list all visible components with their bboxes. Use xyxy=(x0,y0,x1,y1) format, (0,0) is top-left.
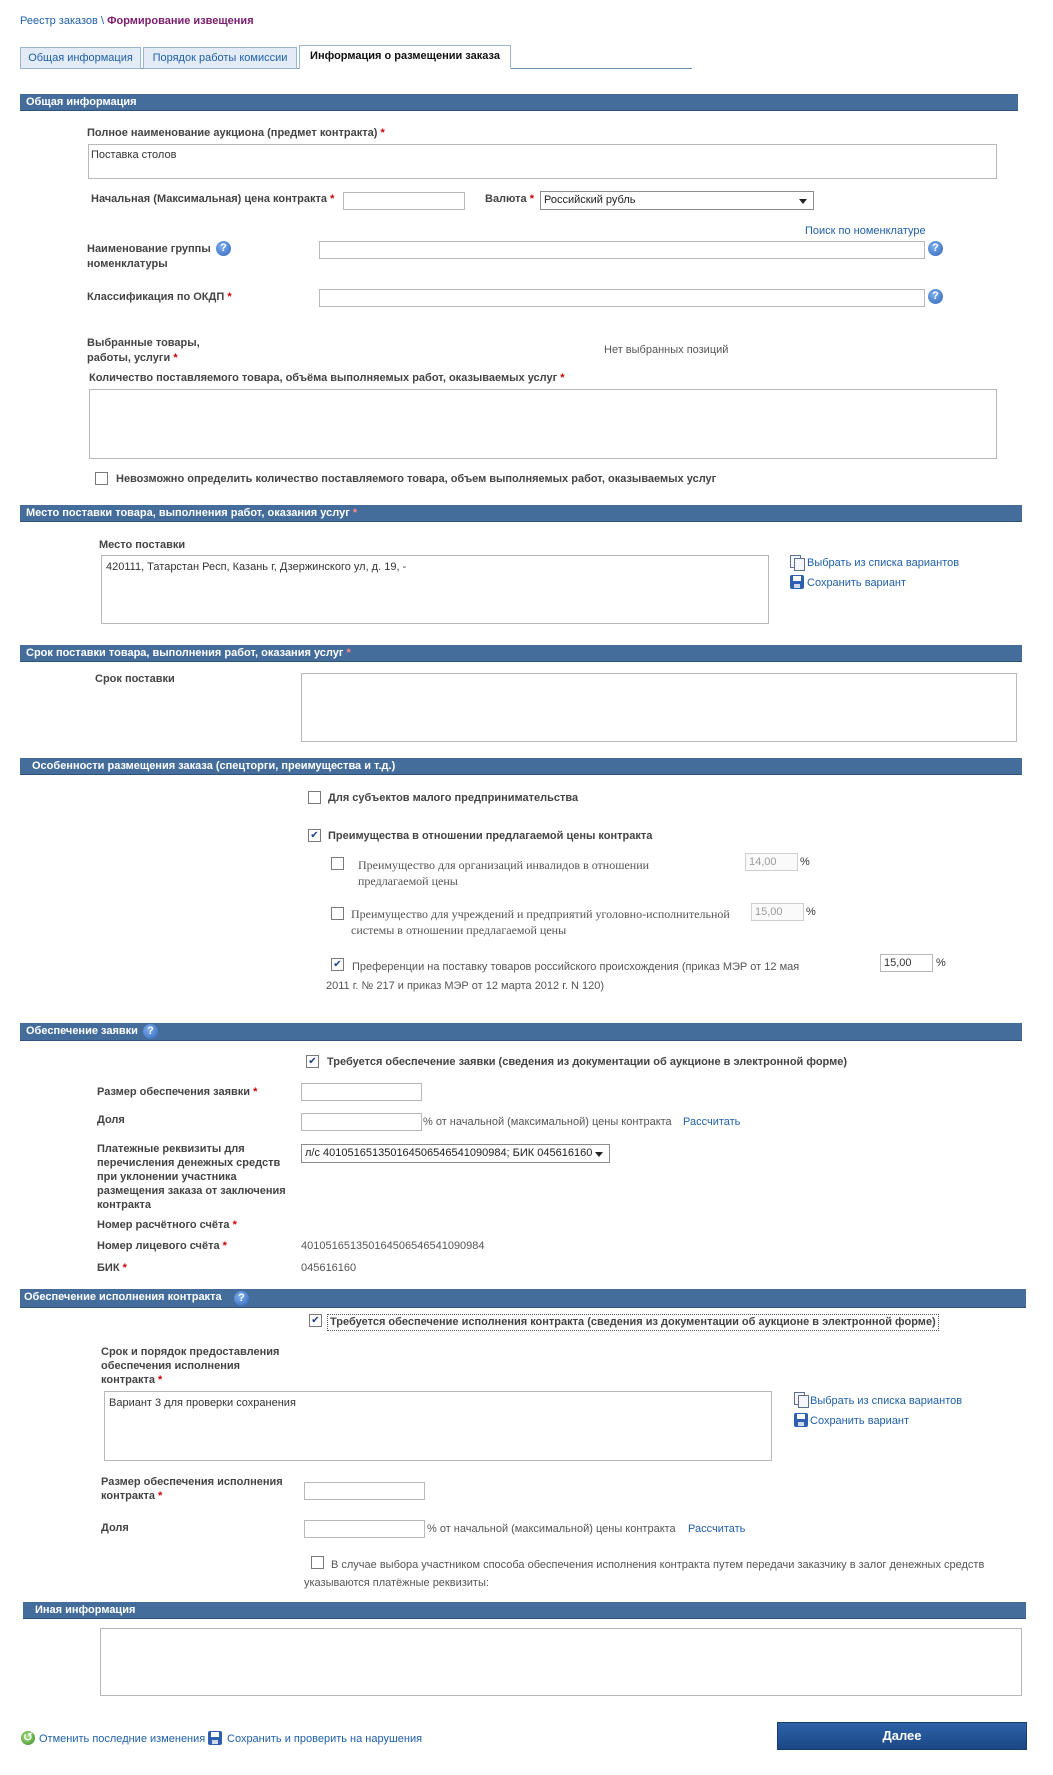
russian-goods-percent-input[interactable]: 15,00 xyxy=(880,954,933,972)
save-disk-icon xyxy=(208,1731,222,1745)
section-title: Иная информация xyxy=(35,1604,136,1616)
russian-goods-label: Преференции на поставку товаров российского происхождения (приказ МЭР от 12 мая 2011 г. № 217 и приказ МЭР от 12 марта 2012 г. N 120) xyxy=(326,961,800,992)
chevron-down-icon xyxy=(799,199,807,204)
section-other-info xyxy=(23,1602,1026,1619)
nomenclature-group-label: Наименование группы номенклатуры xyxy=(87,243,211,270)
section-title: Место поставки товара, выполнения работ, оказания услуг xyxy=(26,507,350,519)
help-icon[interactable]: ? xyxy=(216,241,231,256)
small-business-checkbox[interactable] xyxy=(308,791,321,804)
undo-changes-link[interactable]: Отменить последние изменения xyxy=(39,1733,206,1745)
small-business-label: Для субъектов малого предпринимательства xyxy=(328,792,579,804)
breadcrumb-current: Формирование извещения xyxy=(107,15,254,27)
nomenclature-group-input[interactable] xyxy=(319,241,925,259)
personal-account-label: Номер лицевого счёта * xyxy=(97,1240,227,1252)
section-delivery-term: Срок поставки товара, выполнения работ, оказания услуг * xyxy=(20,645,1022,662)
contract-share-suffix: % от начальной (максимальной) цены контракта xyxy=(427,1523,676,1535)
other-info-textarea[interactable] xyxy=(100,1628,1022,1696)
delivery-term-label: Срок поставки xyxy=(95,673,175,685)
section-title: Обеспечение заявки xyxy=(26,1025,138,1037)
currency-label: Валюта * xyxy=(485,193,535,205)
contract-terms-choose-link[interactable]: Выбрать из списка вариантов xyxy=(810,1395,963,1407)
bid-size-input[interactable] xyxy=(301,1083,422,1101)
section-delivery-place: Место поставки товара, выполнения работ, оказания услуг * xyxy=(20,505,1022,522)
penal-system-percent-input[interactable]: 15,00 xyxy=(751,903,804,921)
personal-account-value: 401051651350164506546541090984 xyxy=(301,1240,485,1252)
price-advantage-label: Преимущества в отношении предлагаемой цены контракта xyxy=(328,830,653,842)
bid-calc-link[interactable]: Рассчитать xyxy=(683,1116,741,1128)
bid-share-suffix: % от начальной (максимальной) цены контракта xyxy=(423,1116,672,1128)
quantity-label: Количество поставляемого товара, объёма выполняемых работ, оказываемых услуг * xyxy=(89,372,565,384)
account-number-label: Номер расчётного счёта * xyxy=(97,1219,237,1231)
copy-list-icon xyxy=(790,555,804,569)
quantity-impossible-checkbox[interactable] xyxy=(95,472,108,485)
bid-security-required-checkbox[interactable] xyxy=(306,1055,319,1068)
disabled-orgs-percent-input[interactable]: 14,00 xyxy=(745,853,798,871)
contract-terms-label: Срок и порядок предоставления обеспечения исполнения контракта * xyxy=(101,1346,280,1386)
chevron-down-icon xyxy=(595,1152,603,1157)
section-contract-security xyxy=(20,1289,1026,1308)
tab-general-info[interactable]: Общая информация xyxy=(20,47,141,69)
tab-commission-procedure[interactable]: Порядок работы комиссии xyxy=(143,47,297,69)
section-title: Срок поставки товара, выполнения работ, оказания услуг xyxy=(26,647,344,659)
currency-select[interactable] xyxy=(540,191,814,210)
save-disk-icon xyxy=(794,1413,808,1427)
breadcrumb xyxy=(20,15,254,27)
bid-payment-select[interactable] xyxy=(301,1144,610,1163)
contract-share-label: Доля xyxy=(101,1522,129,1534)
contract-security-required-checkbox[interactable] xyxy=(309,1314,322,1327)
delivery-term-textarea[interactable] xyxy=(301,673,1017,742)
selected-goods-label: Выбранные товары, работы, услуги * xyxy=(87,337,200,364)
help-icon[interactable]: ? xyxy=(234,1291,249,1306)
price-advantage-checkbox[interactable] xyxy=(308,829,321,842)
okdp-label: Классификация по ОКДП * xyxy=(87,291,232,303)
price-input[interactable] xyxy=(343,192,465,210)
section-features xyxy=(20,758,1022,775)
help-icon[interactable]: ? xyxy=(928,289,943,304)
percent-sign: % xyxy=(800,856,810,868)
quantity-impossible-label: Невозможно определить количество поставляемого товара, объем выполняемых работ, оказываемых услуг xyxy=(116,473,717,485)
help-icon[interactable]: ? xyxy=(143,1024,158,1039)
save-disk-icon xyxy=(790,575,804,589)
tab-order-placement-info[interactable]: Информация о размещении заказа xyxy=(299,45,511,69)
auction-name-label: Полное наименование аукциона (предмет контракта) * xyxy=(87,127,385,139)
bid-share-input[interactable] xyxy=(301,1113,422,1131)
contract-terms-textarea[interactable]: Вариант 3 для проверки сохранения xyxy=(104,1391,772,1461)
next-button[interactable]: Далее xyxy=(777,1722,1027,1750)
copy-list-icon xyxy=(794,1392,808,1406)
deposit-label: В случае выбора участником способа обеспечения исполнения контракта путем передачи заказчику в залог денежных средств указываются платёжные реквизиты: xyxy=(304,1559,985,1589)
section-title: Особенности размещения заказа (спецторги, преимущества и т.д.) xyxy=(32,760,396,772)
selected-goods-value: Нет выбранных позиций xyxy=(604,344,729,356)
delivery-place-choose-link[interactable]: Выбрать из списка вариантов xyxy=(807,557,960,569)
contract-share-input[interactable] xyxy=(304,1520,425,1538)
disabled-orgs-label: Преимущество для организаций инвалидов в отношении предлагаемой цены xyxy=(358,858,650,888)
section-general-info xyxy=(20,94,1018,111)
contract-size-input[interactable] xyxy=(304,1482,425,1500)
disabled-orgs-checkbox[interactable] xyxy=(331,857,344,870)
bid-payment-label: Платежные реквизиты для перечисления денежных средств при уклонении участника размещения заказа от заключения контракта xyxy=(97,1143,286,1211)
penal-system-checkbox[interactable] xyxy=(331,907,344,920)
okdp-input[interactable] xyxy=(319,289,925,307)
nomenclature-search-link[interactable]: Поиск по номенклатуре xyxy=(805,225,926,237)
penal-system-label: Преимущество для учреждений и предприятий уголовно-исполнительной системы в отношении предлагаемой цены xyxy=(351,907,730,937)
breadcrumb-separator: \ xyxy=(100,15,105,27)
delivery-place-save-link[interactable]: Сохранить вариант xyxy=(807,577,907,589)
quantity-textarea[interactable] xyxy=(89,389,997,459)
price-label: Начальная (Максимальная) цена контракта * xyxy=(91,193,335,205)
bik-label: БИК * xyxy=(97,1262,127,1274)
section-title: Обеспечение исполнения контракта xyxy=(24,1291,222,1303)
section-bid-security xyxy=(20,1023,1022,1041)
auction-name-textarea[interactable]: Поставка столов xyxy=(88,144,997,179)
bid-share-label: Доля xyxy=(97,1114,125,1126)
breadcrumb-root-link[interactable]: Реестр заказов xyxy=(20,15,98,27)
delivery-place-label: Место поставки xyxy=(99,539,186,551)
currency-select-value: Российский рубль xyxy=(544,194,636,206)
help-icon[interactable]: ? xyxy=(928,241,943,256)
delivery-place-textarea[interactable]: 420111, Татарстан Респ, Казань г, Дзержинского ул, д. 19, - xyxy=(101,555,769,624)
contract-size-label: Размер обеспечения исполнения контракта * xyxy=(101,1476,283,1502)
undo-icon xyxy=(21,1731,35,1745)
contract-calc-link[interactable]: Рассчитать xyxy=(688,1523,746,1535)
bid-payment-select-value: л/с 401051651350164506546541090984; БИК 045616160 xyxy=(305,1147,593,1159)
percent-sign: % xyxy=(806,906,816,918)
contract-security-required-label: Требуется обеспечение исполнения контракта (сведения из документации об аукционе в электронной форме) xyxy=(327,1314,939,1331)
percent-sign: % xyxy=(936,957,946,969)
bid-size-label: Размер обеспечения заявки * xyxy=(97,1086,258,1098)
contract-terms-save-link[interactable]: Сохранить вариант xyxy=(810,1415,910,1427)
save-and-check-link[interactable]: Сохранить и проверить на нарушения xyxy=(227,1733,423,1745)
bid-security-required-label: Требуется обеспечение заявки (сведения из документации об аукционе в электронной форме) xyxy=(327,1056,848,1068)
bik-value: 045616160 xyxy=(301,1262,357,1274)
section-title: Общая информация xyxy=(26,96,137,108)
